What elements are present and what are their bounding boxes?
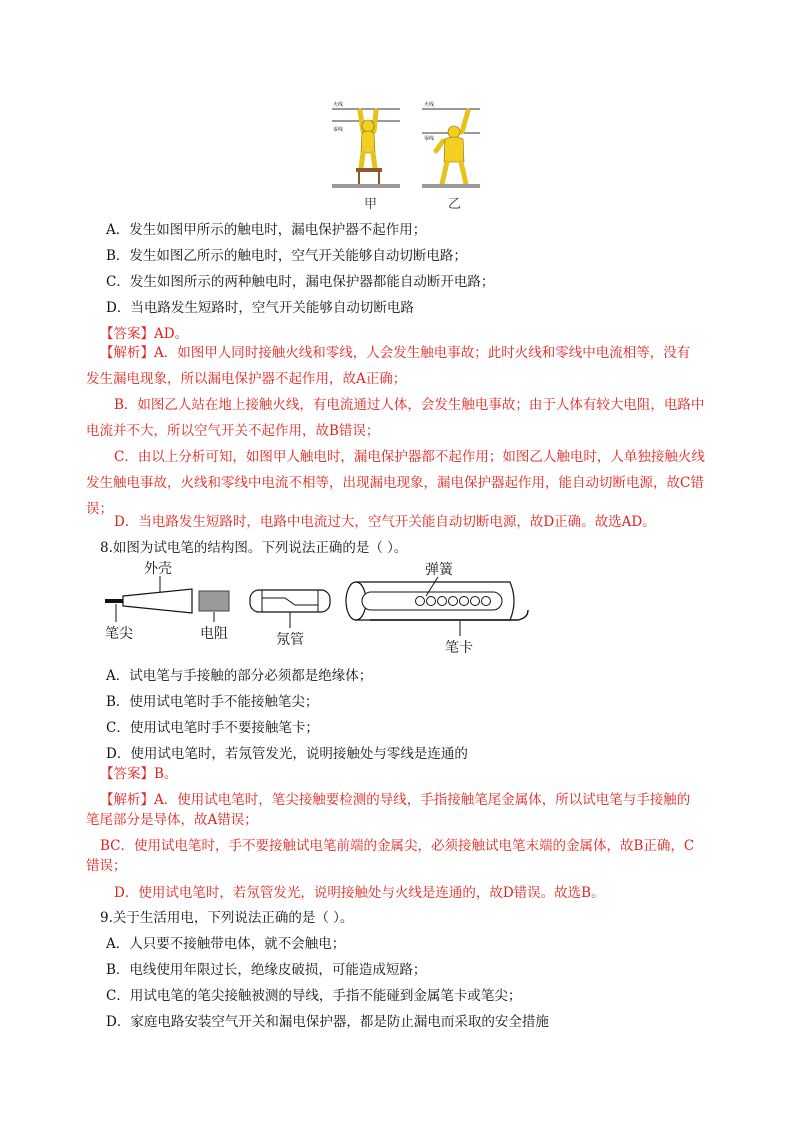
q7-answer: 【答案】AD。 xyxy=(100,326,189,342)
shock-figure xyxy=(330,96,480,214)
label-shell: 外壳 xyxy=(144,561,172,577)
q7-analysis-8: D．当电路发生短路时，电路中电流过大，空气开关能自动切断电源，故D正确。故选AD。 xyxy=(114,514,656,530)
q9-option-b: B．电线使用年限过长，绝缘皮破损，可能造成短路； xyxy=(106,962,427,978)
label-tip: 笔尖 xyxy=(105,626,133,642)
q7-option-c: C．发生如图所示的两种触电时，漏电保护器都能自动断开电路； xyxy=(106,274,495,290)
live-wire-label: 火线 xyxy=(333,102,344,108)
label-resistor: 电阻 xyxy=(200,626,228,642)
q7-analysis-5: C．由以上分析可知，如图甲人触电时，漏电保护器都不起作用；如图乙人触电时，人单独接触火线 xyxy=(114,449,705,465)
q9-option-a: A．人只要不接触带电体，就不会触电； xyxy=(106,936,346,952)
live-wire-label-2: 火线 xyxy=(424,102,435,108)
q7-analysis-4: 电流并不大，所以空气开关不起作用，故B错误； xyxy=(86,423,380,439)
label-neon: 氖管 xyxy=(276,632,304,648)
caption-yi: 乙 xyxy=(448,197,462,212)
q7-option-d: D．当电路发生短路时，空气开关能够自动切断电路 xyxy=(106,300,414,316)
q8-analysis-5: D．使用试电笔时，若氖管发光，说明接触处与火线是连通的，故D错误。故选B。 xyxy=(114,885,605,901)
figure-jia xyxy=(332,101,400,212)
q8-option-c: C．使用试电笔时手不要接触笔卡； xyxy=(106,720,319,736)
q8-analysis-1: 【解析】A．使用试电笔时，笔尖接触要检测的导线，手指接触笔尾金属体，所以试电笔与手接触的 xyxy=(100,792,691,808)
q7-analysis-1: 【解析】A．如图甲人同时接触火线和零线，人会发生触电事故；此时火线和零线中电流相等，没有 xyxy=(100,345,691,361)
q8-stem: 8.如图为试电笔的结构图。下列说法正确的是（ ）。 xyxy=(100,540,408,556)
q9-option-c: C．用试电笔的笔尖接触被测的导线，手指不能碰到金属笔卡或笔尖； xyxy=(106,988,522,1004)
figure-yi xyxy=(422,101,480,212)
label-clip: 笔卡 xyxy=(445,640,473,656)
neutral-wire-label-2: 零线 xyxy=(424,136,435,142)
test-pen-figure xyxy=(100,558,730,660)
q7-option-a: A．发生如图甲所示的触电时，漏电保护器不起作用； xyxy=(106,222,427,238)
q7-analysis-7: 误； xyxy=(86,501,113,517)
q9-option-d: D．家庭电路安装空气开关和漏电保护器，都是防止漏电而采取的安全措施 xyxy=(106,1014,549,1030)
caption-jia: 甲 xyxy=(364,197,378,212)
q8-option-b: B．使用试电笔时手不能接触笔尖； xyxy=(106,694,319,710)
q7-analysis-6: 发生触电事故，火线和零线中电流不相等，出现漏电现象，漏电保护器起作用，能自动切断电源，故C错 xyxy=(86,475,704,491)
q8-answer: 【答案】B。 xyxy=(100,766,178,782)
q8-analysis-2: 笔尾部分是导体，故A错误； xyxy=(86,812,258,828)
neutral-wire-label: 零线 xyxy=(333,127,344,133)
q8-analysis-3: BC．使用试电笔时，手不要接触试电笔前端的金属尖，必须接触试电笔末端的金属体，故B正确，C xyxy=(100,838,695,854)
q7-option-b: B．发生如图乙所示的触电时，空气开关能够自动切断电路； xyxy=(106,248,467,264)
q8-option-a: A．试电笔与手接触的部分必须都是绝缘体； xyxy=(106,668,373,684)
q7-analysis-2: 发生漏电现象，所以漏电保护器不起作用，故A正确； xyxy=(86,371,407,387)
label-spring: 弹簧 xyxy=(425,562,453,578)
q8-analysis-4: 错误； xyxy=(86,858,127,874)
q9-stem: 9.关于生活用电，下列说法正确的是（ ）。 xyxy=(100,910,354,926)
q7-analysis-3: B．如图乙人站在地上接触火线，有电流通过人体，会发生触电事故；由于人体有较大电阻，电路中 xyxy=(114,397,705,413)
q8-option-d: D．使用试电笔时，若氖管发光，说明接触处与零线是连通的 xyxy=(106,746,468,762)
